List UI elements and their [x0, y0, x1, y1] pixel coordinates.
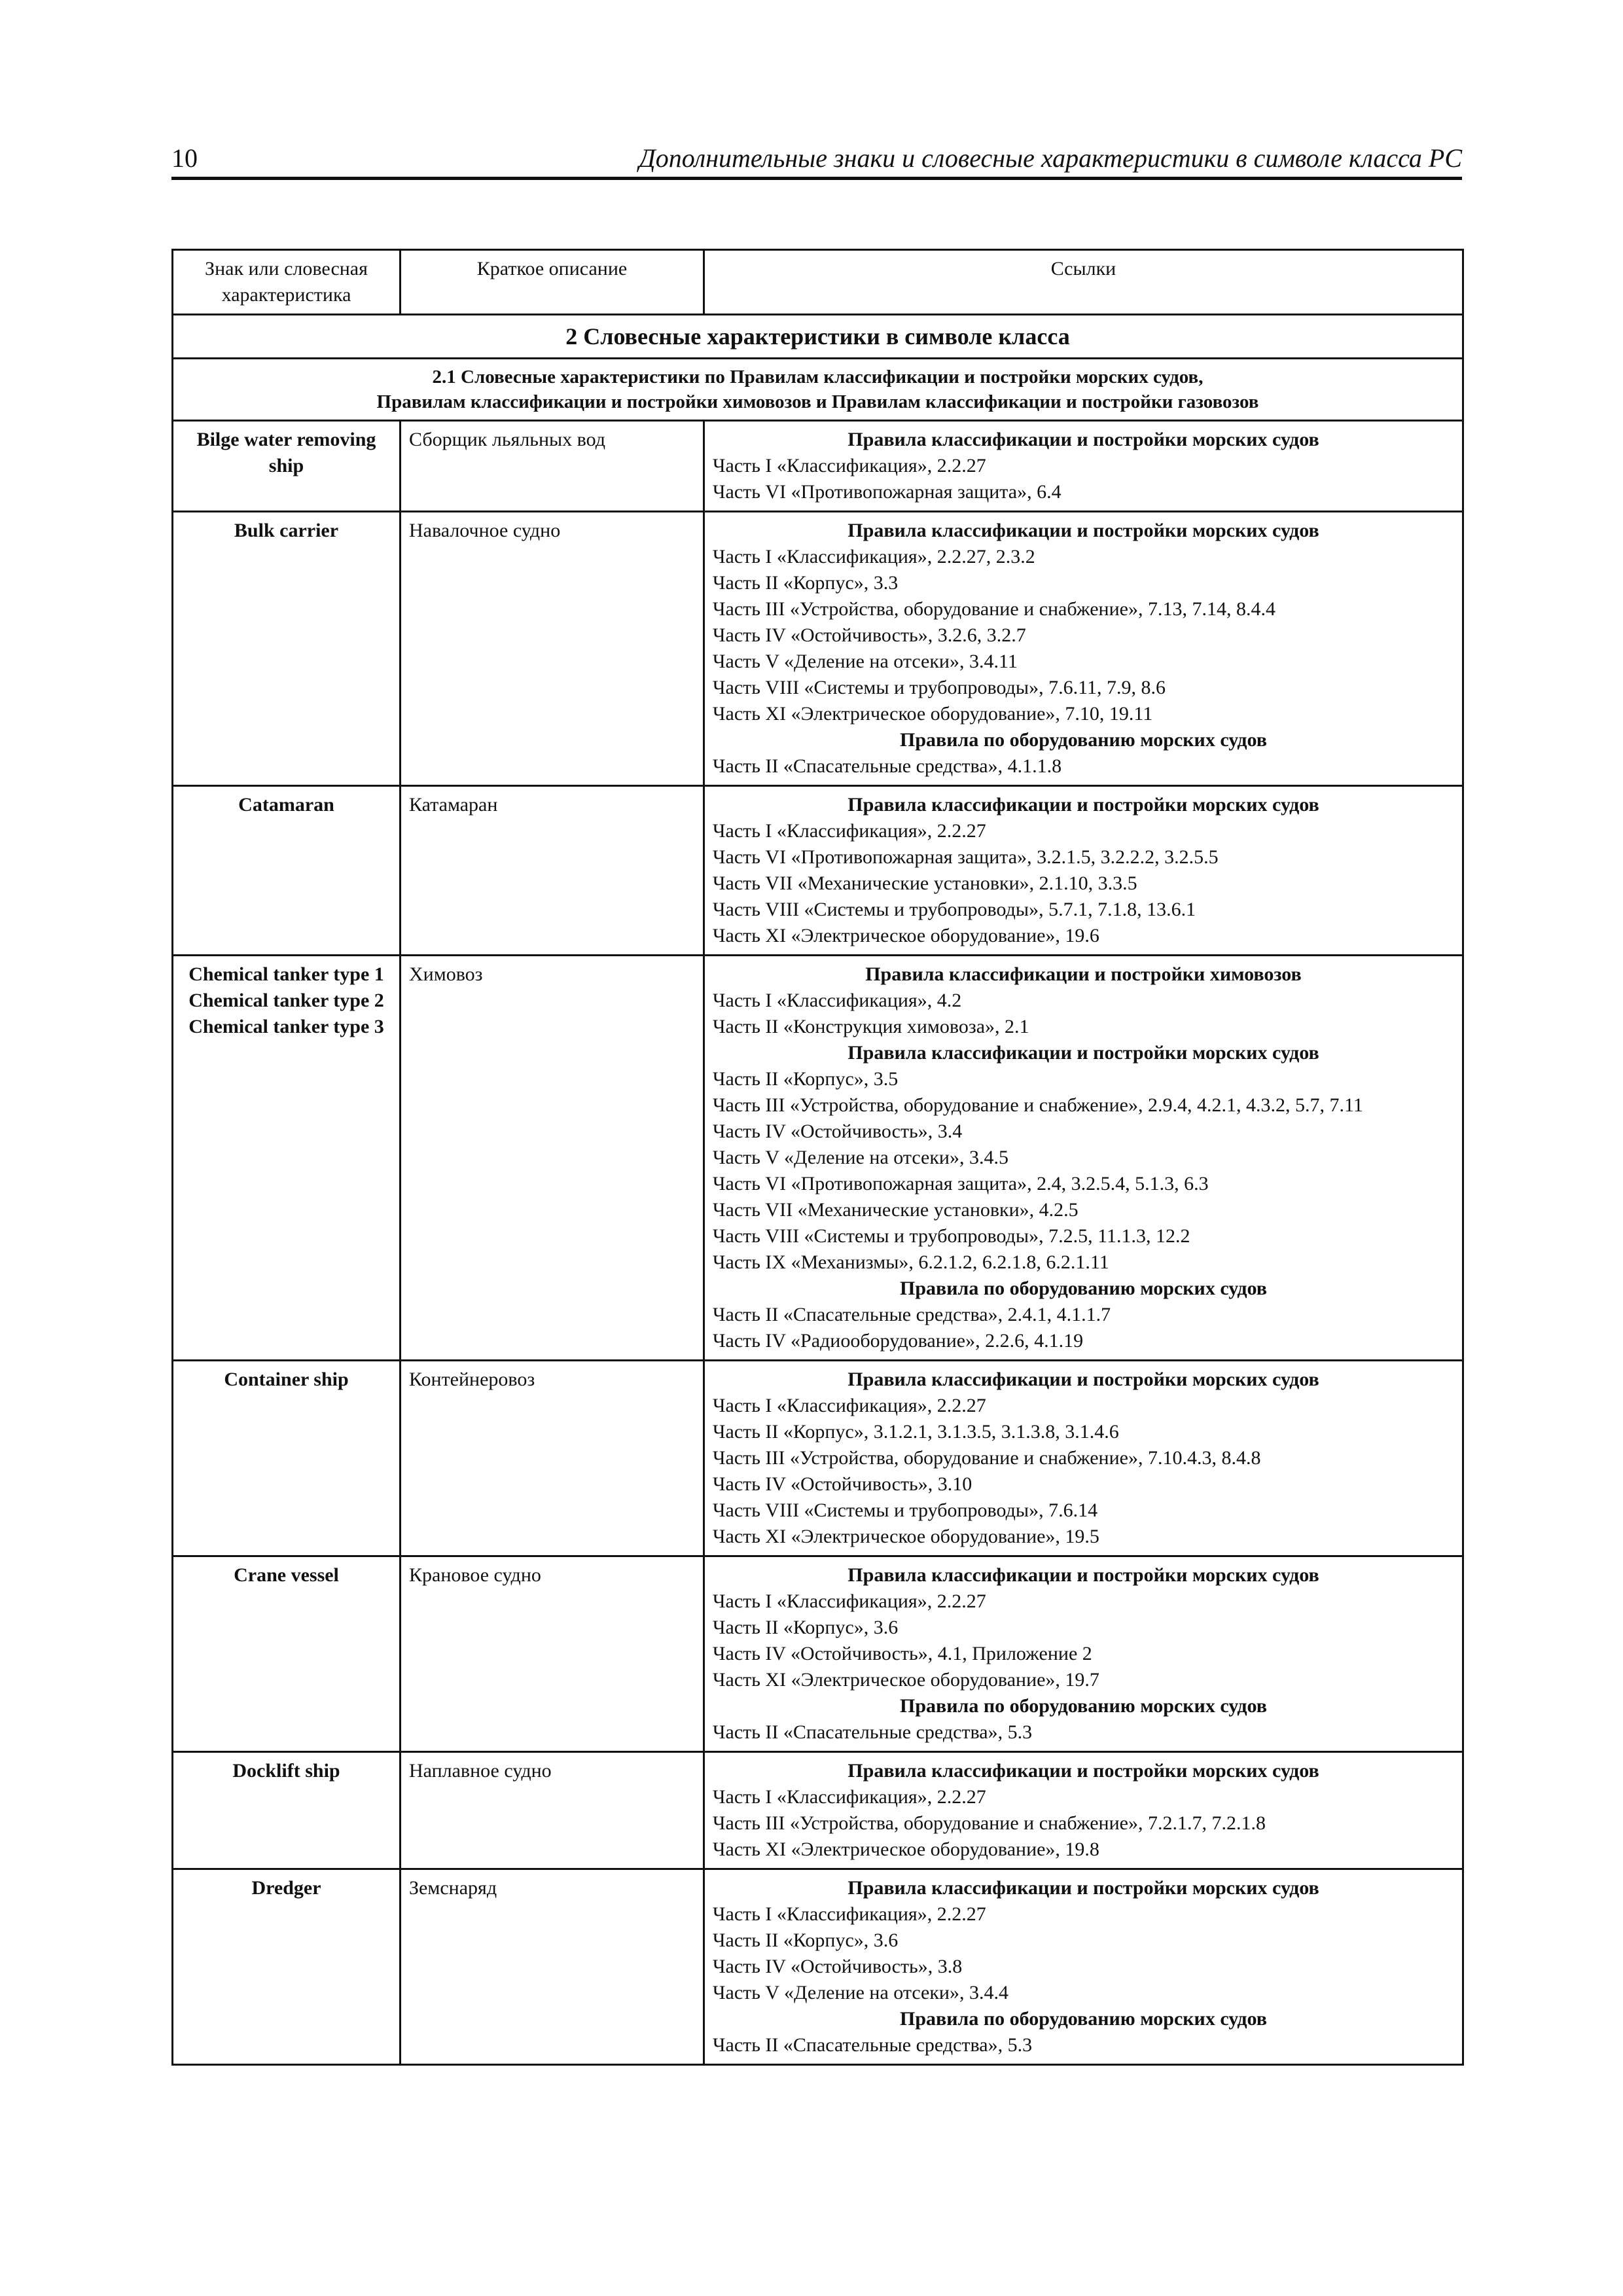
subsection-title-line-2: Правилам классификации и постройки химовозов и Правилам классификации и постройки газовозов: [376, 391, 1259, 412]
table-header-row: [173, 250, 1463, 315]
column-header-sign: Знак или словесная характеристика: [173, 250, 401, 315]
page-number: 10: [171, 143, 198, 173]
reference-line: Часть I «Классификация», 2.2.27: [713, 1786, 986, 1808]
reference-line: Часть VII «Механические установки», 4.2.5: [713, 1199, 1079, 1221]
references-cell: [704, 1869, 1463, 2065]
subsection-row: [173, 359, 1463, 421]
subsection-title: [173, 359, 1463, 421]
classification-table: [171, 249, 1464, 2066]
sign-text: Bilge water removing ship: [196, 429, 376, 476]
references-cell: [704, 1361, 1463, 1556]
reference-line: Часть XI «Электрическое оборудование», 19.5: [713, 1526, 1099, 1547]
sign-text: Bulk carrier: [234, 520, 339, 541]
reference-line: Часть I «Классификация», 2.2.27: [713, 1903, 986, 1925]
sign-text: Chemical tanker type 1: [188, 963, 384, 985]
reference-line: Часть III «Устройства, оборудование и снабжение», 7.13, 7.14, 8.4.4: [713, 598, 1275, 620]
table-row: [173, 1752, 1463, 1869]
reference-line: Часть IV «Остойчивость», 3.10: [713, 1473, 972, 1495]
reference-line: Часть IV «Остойчивость», 3.2.6, 3.2.7: [713, 624, 1026, 646]
references-cell: [704, 512, 1463, 786]
reference-line: Часть IX «Механизмы», 6.2.1.2, 6.2.1.8, 6.2.1.11: [713, 1251, 1109, 1273]
sign-text: Crane vessel: [234, 1564, 339, 1586]
rules-title: Правила классификации и постройки морских судов: [847, 1877, 1319, 1899]
reference-line: Часть III «Устройства, оборудование и снабжение», 7.2.1.7, 7.2.1.8: [713, 1812, 1266, 1834]
reference-line: Часть I «Классификация», 2.2.27, 2.3.2: [713, 546, 1035, 567]
reference-line: Часть VII «Механические установки», 2.1.10, 3.3.5: [713, 872, 1137, 894]
references-cell: [704, 786, 1463, 956]
description-cell: Навалочное судно: [401, 512, 704, 786]
reference-line: Часть II «Конструкция химовоза», 2.1: [713, 1016, 1029, 1037]
running-title: Дополнительные знаки и словесные характеристики в символе класса РС: [639, 143, 1462, 173]
reference-line: Часть VIII «Системы и трубопроводы», 7.6.11, 7.9, 8.6: [713, 677, 1166, 698]
section-title: 2 Словесные характеристики в символе класса: [173, 315, 1463, 359]
section-row: [173, 315, 1463, 359]
rules-title: Правила классификации и постройки морских судов: [847, 794, 1319, 816]
reference-line: Часть VIII «Системы и трубопроводы», 7.2.5, 11.1.3, 12.2: [713, 1225, 1190, 1247]
rules-title: Правила по оборудованию морских судов: [899, 2008, 1268, 2030]
sign-text: Chemical tanker type 3: [188, 1016, 384, 1037]
table-row: [173, 1556, 1463, 1752]
reference-line: Часть I «Классификация», 2.2.27: [713, 455, 986, 476]
table-body: [173, 315, 1463, 2065]
rules-title: Правила классификации и постройки морских судов: [847, 1369, 1319, 1390]
reference-line: Часть I «Классификация», 2.2.27: [713, 820, 986, 842]
reference-line: Часть V «Деление на отсеки», 3.4.5: [713, 1147, 1008, 1168]
reference-line: Часть II «Корпус», 3.6: [713, 1929, 899, 1951]
references-cell: [704, 1556, 1463, 1752]
description-cell: Сборщик льяльных вод: [401, 421, 704, 512]
reference-line: Часть II «Корпус», 3.6: [713, 1617, 899, 1638]
references-cell: [704, 1752, 1463, 1869]
table-row: [173, 786, 1463, 956]
references-cell: [704, 421, 1463, 512]
reference-line: Часть XI «Электрическое оборудование», 7.10, 19.11: [713, 703, 1153, 725]
reference-line: Часть I «Классификация», 4.2: [713, 990, 962, 1011]
description-cell: Контейнеровоз: [401, 1361, 704, 1556]
header-rule: [171, 177, 1462, 180]
reference-line: Часть II «Корпус», 3.5: [713, 1068, 899, 1090]
sign-cell: [173, 1556, 401, 1752]
sign-text: Chemical tanker type 2: [188, 990, 384, 1011]
rules-title: Правила классификации и постройки морских судов: [847, 1760, 1319, 1782]
reference-line: Часть III «Устройства, оборудование и снабжение», 2.9.4, 4.2.1, 4.3.2, 5.7, 7.11: [713, 1094, 1363, 1116]
reference-line: Часть II «Спасательные средства», 5.3: [713, 1721, 1033, 1743]
reference-line: Часть VIII «Системы и трубопроводы», 7.6.14: [713, 1499, 1098, 1521]
subsection-title-line-1: 2.1 Словесные характеристики по Правилам классификации и постройки морских судов,: [432, 367, 1204, 387]
reference-line: Часть IV «Остойчивость», 3.8: [713, 1956, 963, 1977]
rules-title: Правила по оборудованию морских судов: [899, 1695, 1268, 1717]
column-header-description: Краткое описание: [401, 250, 704, 315]
rules-title: Правила классификации и постройки морских судов: [847, 429, 1319, 450]
reference-line: Часть IV «Остойчивость», 3.4: [713, 1121, 963, 1142]
description-cell: Катамаран: [401, 786, 704, 956]
reference-line: Часть IV «Остойчивость», 4.1, Приложение 2: [713, 1643, 1092, 1664]
reference-line: Часть II «Корпус», 3.1.2.1, 3.1.3.5, 3.1.3.8, 3.1.4.6: [713, 1421, 1119, 1443]
reference-line: Часть V «Деление на отсеки», 3.4.4: [713, 1982, 1008, 2003]
sign-cell: [173, 1869, 401, 2065]
description-cell: Химовоз: [401, 956, 704, 1361]
reference-line: Часть II «Спасательные средства», 5.3: [713, 2034, 1033, 2056]
sign-cell: [173, 956, 401, 1361]
reference-line: Часть V «Деление на отсеки», 3.4.11: [713, 651, 1018, 672]
reference-line: Часть XI «Электрическое оборудование», 19.8: [713, 1839, 1099, 1860]
references-cell: [704, 956, 1463, 1361]
reference-line: Часть I «Классификация», 2.2.27: [713, 1590, 986, 1612]
rules-title: Правила классификации и постройки химовозов: [865, 963, 1302, 985]
rules-title: Правила классификации и постройки морских судов: [847, 1564, 1319, 1586]
table-row: [173, 956, 1463, 1361]
reference-line: Часть VIII «Системы и трубопроводы», 5.7.1, 7.1.8, 13.6.1: [713, 899, 1196, 920]
table-row: [173, 421, 1463, 512]
reference-line: Часть III «Устройства, оборудование и снабжение», 7.10.4.3, 8.4.8: [713, 1447, 1261, 1469]
reference-line: Часть II «Корпус», 3.3: [713, 572, 899, 594]
sign-cell: [173, 1361, 401, 1556]
sign-cell: [173, 421, 401, 512]
reference-line: Часть XI «Электрическое оборудование», 19.6: [713, 925, 1099, 946]
rules-title: Правила по оборудованию морских судов: [899, 1278, 1268, 1299]
description-cell: Земснаряд: [401, 1869, 704, 2065]
sign-text: Docklift ship: [232, 1760, 340, 1782]
reference-line: Часть VI «Противопожарная защита», 3.2.1.5, 3.2.2.2, 3.2.5.5: [713, 846, 1219, 868]
sign-cell: [173, 786, 401, 956]
table-row: [173, 1869, 1463, 2065]
reference-line: Часть I «Классификация», 2.2.27: [713, 1395, 986, 1416]
description-cell: Крановое судно: [401, 1556, 704, 1752]
reference-line: Часть II «Спасательные средства», 2.4.1, 4.1.1.7: [713, 1304, 1111, 1325]
table-row: [173, 512, 1463, 786]
description-cell: Наплавное судно: [401, 1752, 704, 1869]
reference-line: Часть IV «Радиооборудование», 2.2.6, 4.1.19: [713, 1330, 1084, 1352]
reference-line: Часть VI «Противопожарная защита», 6.4: [713, 481, 1061, 503]
sign-text: Dredger: [251, 1877, 321, 1899]
sign-cell: [173, 1752, 401, 1869]
reference-line: Часть VI «Противопожарная защита», 2.4, 3.2.5.4, 5.1.3, 6.3: [713, 1173, 1209, 1194]
rules-title: Правила классификации и постройки морских судов: [847, 1042, 1319, 1064]
sign-text: Container ship: [224, 1369, 349, 1390]
reference-line: Часть II «Спасательные средства», 4.1.1.8: [713, 755, 1062, 777]
page-header: [171, 143, 1462, 177]
sign-cell: [173, 512, 401, 786]
sign-text: Catamaran: [238, 794, 334, 816]
table-row: [173, 1361, 1463, 1556]
reference-line: Часть XI «Электрическое оборудование», 19.7: [713, 1669, 1099, 1691]
column-header-references: Ссылки: [704, 250, 1463, 315]
rules-title: Правила классификации и постройки морских судов: [847, 520, 1319, 541]
rules-title: Правила по оборудованию морских судов: [899, 729, 1268, 751]
